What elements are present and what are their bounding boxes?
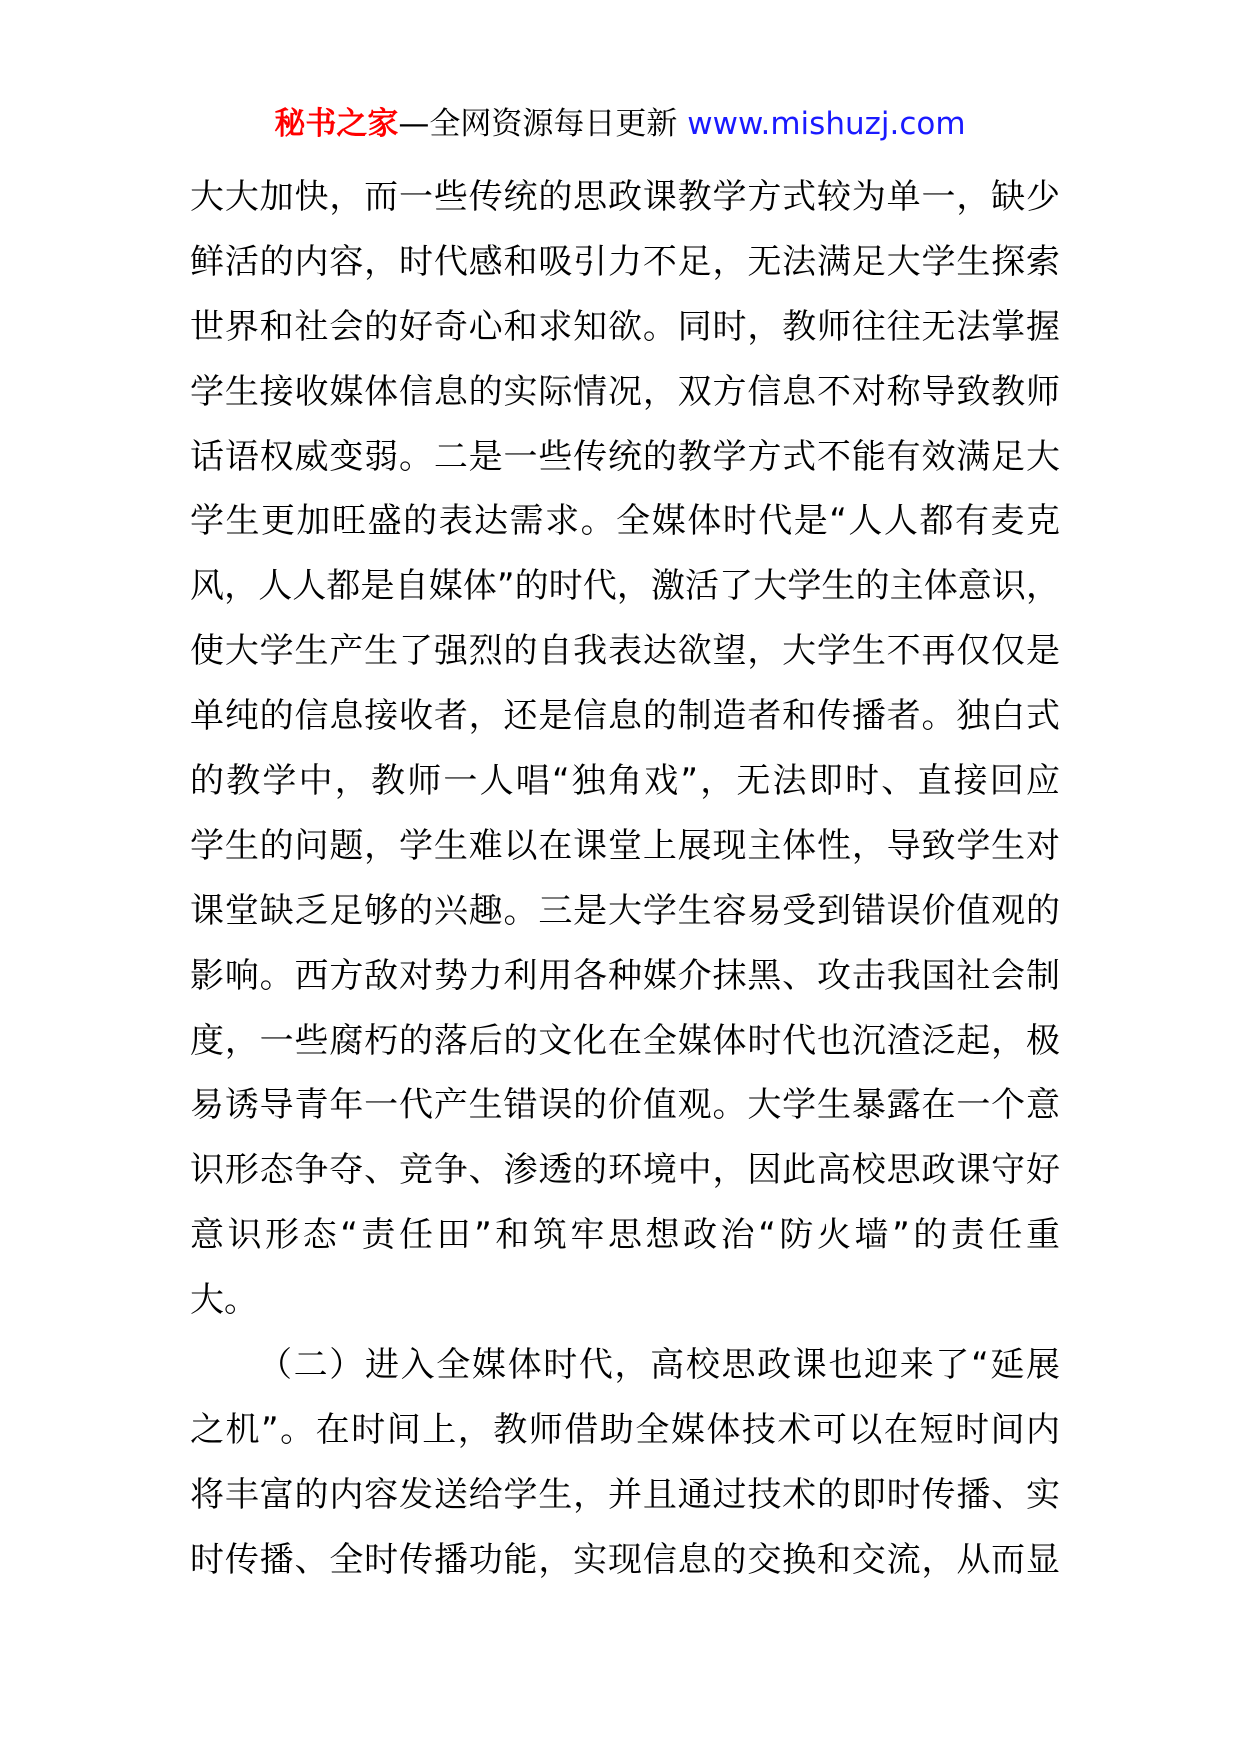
brand-name: 秘书之家 — [274, 106, 399, 142]
text-line: 影响。西方敌对势力利用各种媒介抹黑、攻击我国社会制 — [190, 955, 1060, 996]
text-line: 风，人人都是自媒体”的时代，激活了大学生的主体意识， — [190, 566, 1060, 607]
text-line: 学生更加旺盛的表达需求。全媒体时代是“人人都有麦克 — [190, 501, 1060, 542]
text-line: 易诱导青年一代产生错误的价值观。大学生暴露在一个意 — [190, 1085, 1060, 1126]
text-line: 话语权威变弱。二是一些传统的教学方式不能有效满足大 — [190, 436, 1060, 477]
text-line: 之机”。在时间上，教师借助全媒体技术可以在短时间内 — [190, 1409, 1060, 1450]
text-line: 大。 — [190, 1280, 258, 1321]
header-tagline: —全网资源每日更新 — [398, 106, 678, 142]
text-line: 鲜活的内容，时代感和吸引力不足，无法满足大学生探索 — [190, 241, 1060, 282]
text-line: 世界和社会的好奇心和求知欲。同时，教师往往无法掌握 — [190, 306, 1060, 347]
text-line: 学生接收媒体信息的实际情况，双方信息不对称导致教师 — [190, 371, 1060, 412]
text-line: 将丰富的内容发送给学生，并且通过技术的即时传播、实 — [190, 1474, 1060, 1515]
text-line: 意识形态“责任田”和筑牢思想政治“防火墙”的责任重 — [190, 1215, 1060, 1256]
text-line: 的教学中，教师一人唱“独角戏”，无法即时、直接回应 — [190, 761, 1060, 802]
text-line: 使大学生产生了强烈的自我表达欲望，大学生不再仅仅是 — [190, 631, 1060, 672]
body-text — [190, 165, 1060, 1593]
text-line: 单纯的信息接收者，还是信息的制造者和传播者。独白式 — [190, 696, 1060, 737]
section-heading-line: （二）进入全媒体时代，高校思政课也迎来了“延展 — [258, 1345, 1060, 1386]
text-line: 学生的问题，学生难以在课堂上展现主体性，导致学生对 — [190, 825, 1060, 866]
text-line: 识形态争夺、竞争、渗透的环境中，因此高校思政课守好 — [190, 1150, 1060, 1191]
header-url[interactable]: www.mishuzj.com — [687, 106, 966, 142]
text-line: 课堂缺乏足够的兴趣。三是大学生容易受到错误价值观的 — [190, 890, 1060, 931]
text-line: 度，一些腐朽的落后的文化在全媒体时代也沉渣泛起，极 — [190, 1020, 1060, 1061]
text-line: 大大加快，而一些传统的思政课教学方式较为单一，缺少 — [190, 177, 1060, 217]
text-line: 时传播、全时传播功能，实现信息的交换和交流，从而显 — [190, 1539, 1060, 1580]
page-header — [0, 102, 1240, 146]
